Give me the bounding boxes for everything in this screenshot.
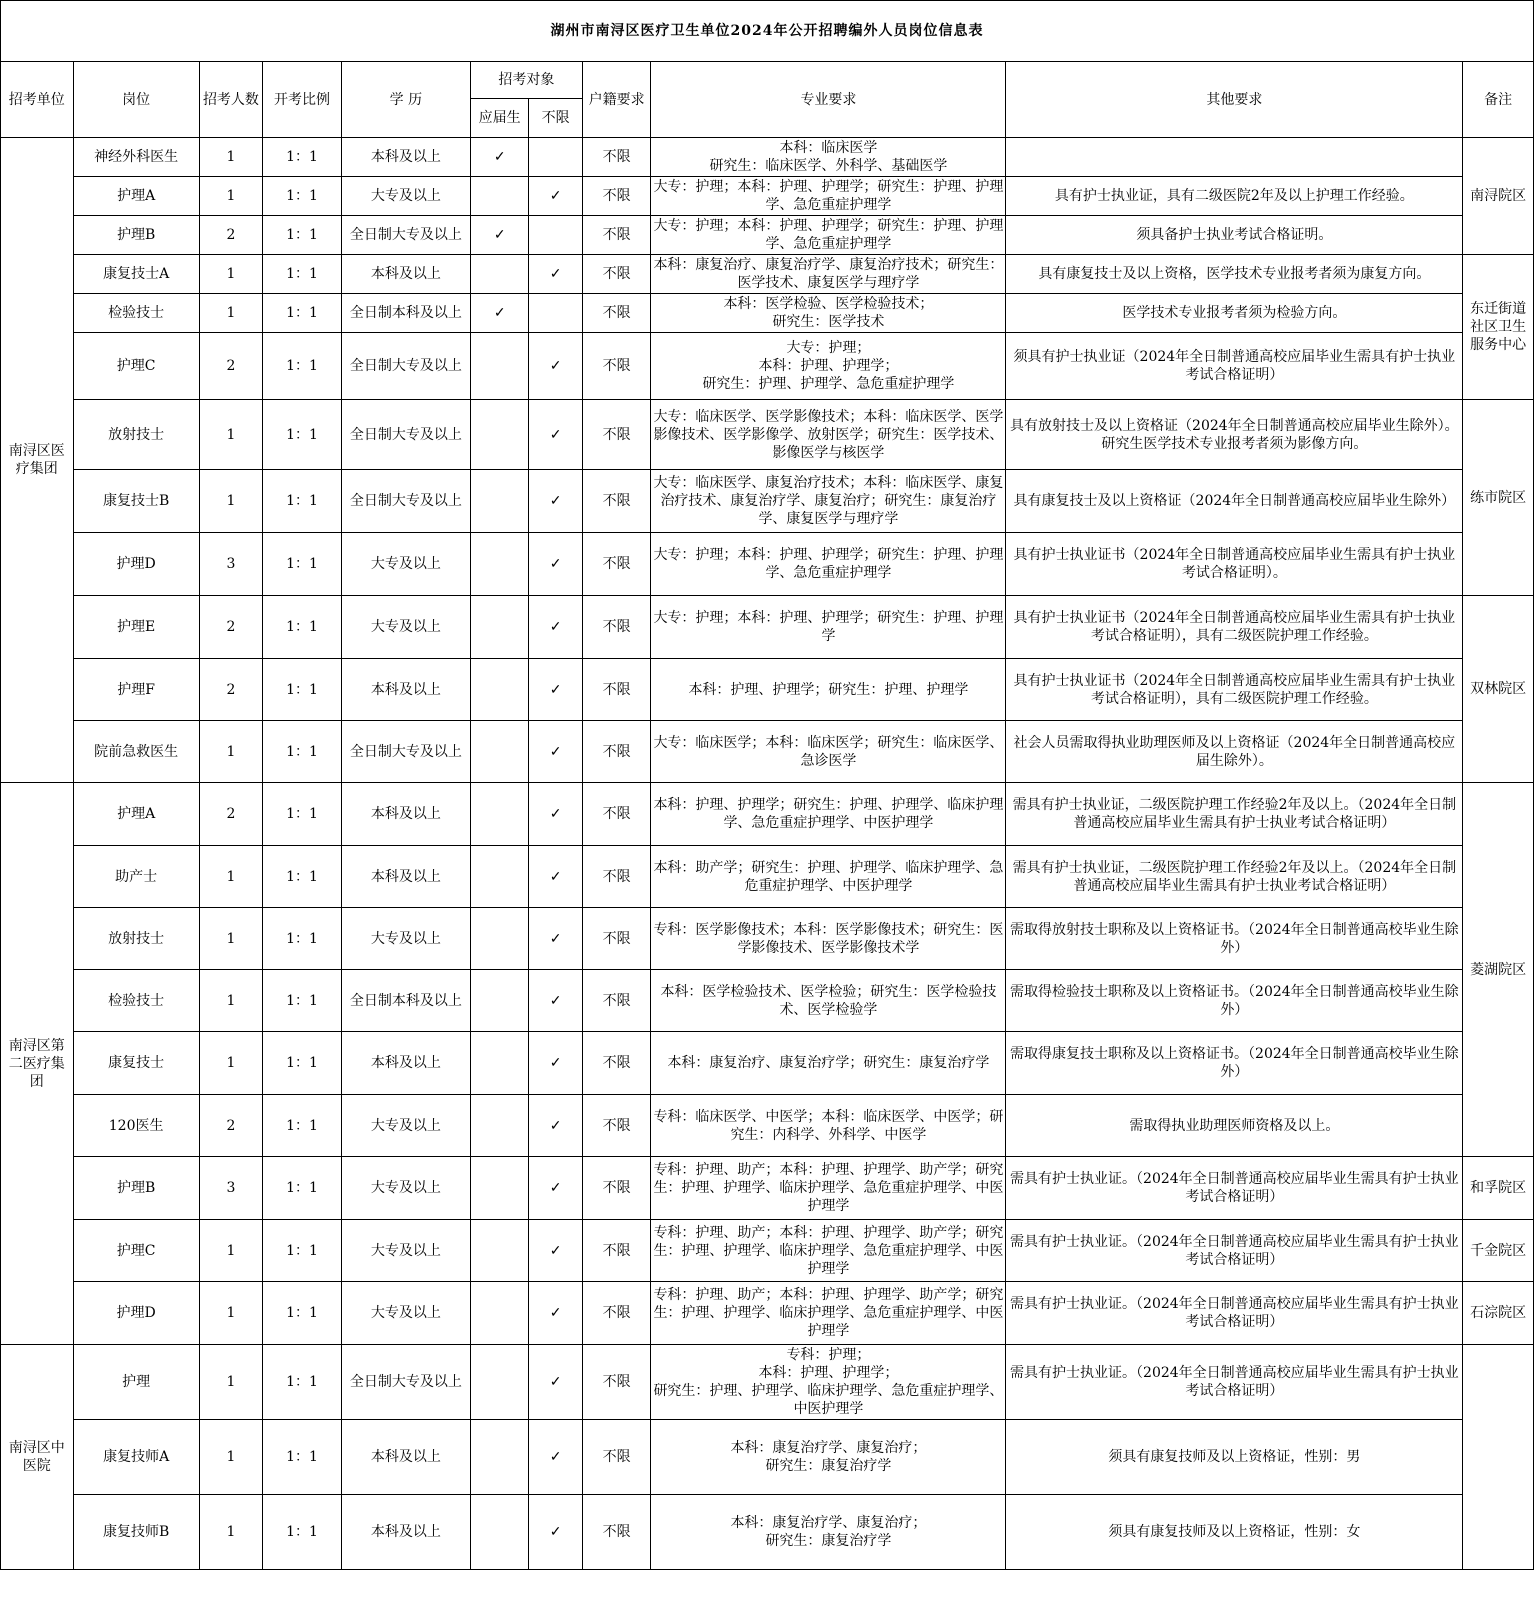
other-cell: 须具有康复技师及以上资格证，性别：女 [1006,1495,1463,1570]
note-cell: 练市院区 [1463,400,1534,596]
huji-cell: 不限 [582,783,651,846]
fresh-check-cell: ✓ [470,138,528,177]
other-cell: 需具有护士执业证，二级医院护理工作经验2年及以上。（2024年全日制普通高校应届毕业生需具有护士执业考试合格证明） [1006,846,1463,908]
huji-cell: 不限 [582,970,651,1032]
fresh-check-cell [470,908,528,970]
note-cell: 千金院区 [1463,1220,1534,1282]
any-check-cell [529,138,582,177]
ratio-cell: 1：1 [263,908,342,970]
header-edu: 学 历 [341,62,470,138]
any-check-cell: ✓ [529,1220,582,1282]
major-cell: 大专：护理；本科：护理、护理学；研究生：护理、护理学 [651,596,1006,659]
count-cell: 1 [199,1420,263,1495]
major-cell: 专科：护理、助产；本科：护理、护理学、助产学；研究生：护理、护理学、临床护理学、急危重症护理学、中医护理学 [651,1157,1006,1220]
count-cell: 1 [199,138,263,177]
other-cell: 具有康复技士及以上资格，医学技术专业报考者须为康复方向。 [1006,255,1463,294]
edu-cell: 本科及以上 [341,255,470,294]
any-check-cell: ✓ [529,721,582,783]
table-row [1,1420,1534,1495]
post-cell: 放射技士 [73,908,199,970]
major-cell: 大专：临床医学、康复治疗技术；本科：临床医学、康复治疗技术、康复治疗学、康复治疗；研究生：康复治疗学、康复医学与理疗学 [651,470,1006,533]
major-cell: 大专：临床医学、医学影像技术；本科：临床医学、医学影像技术、医学影像学、放射医学；研究生：医学技术、影像医学与核医学 [651,400,1006,470]
huji-cell: 不限 [582,908,651,970]
fresh-check-cell [470,846,528,908]
note-cell: 石淙院区 [1463,1282,1534,1345]
huji-cell: 不限 [582,177,651,216]
fresh-check-cell [470,1420,528,1495]
other-cell: 需取得执业助理医师资格及以上。 [1006,1095,1463,1157]
edu-cell: 本科及以上 [341,846,470,908]
fresh-check-cell [470,333,528,400]
ratio-cell: 1：1 [263,255,342,294]
table-row [1,721,1534,783]
count-cell: 1 [199,1345,263,1420]
table-row [1,255,1534,294]
count-cell: 2 [199,659,263,721]
any-check-cell: ✓ [529,1345,582,1420]
fresh-check-cell [470,596,528,659]
page-title: 湖州市南浔区医疗卫生单位2024年公开招聘编外人员岗位信息表 [1,1,1534,62]
other-cell: 具有护士执业证书（2024年全日制普通高校应届毕业生需具有护士执业考试合格证明），具有二级医院护理工作经验。 [1006,659,1463,721]
huji-cell: 不限 [582,255,651,294]
post-cell: 康复技士A [73,255,199,294]
any-check-cell: ✓ [529,846,582,908]
any-check-cell: ✓ [529,970,582,1032]
ratio-cell: 1：1 [263,1345,342,1420]
any-check-cell: ✓ [529,1095,582,1157]
major-cell: 本科：护理、护理学；研究生：护理、护理学、临床护理学、急危重症护理学、中医护理学 [651,783,1006,846]
other-cell: 须具有康复技师及以上资格证，性别：男 [1006,1420,1463,1495]
table-row [1,783,1534,846]
count-cell: 2 [199,596,263,659]
ratio-cell: 1：1 [263,970,342,1032]
header-any: 不限 [529,99,582,138]
header-target: 招考对象 [470,62,582,99]
edu-cell: 全日制大专及以上 [341,721,470,783]
table-row [1,533,1534,596]
huji-cell: 不限 [582,1220,651,1282]
unit-cell: 南浔区第二医疗集团 [1,783,74,1345]
edu-cell: 大专及以上 [341,908,470,970]
count-cell: 2 [199,1095,263,1157]
any-check-cell: ✓ [529,533,582,596]
fresh-check-cell: ✓ [470,216,528,255]
edu-cell: 本科及以上 [341,1032,470,1095]
ratio-cell: 1：1 [263,721,342,783]
table-row [1,470,1534,533]
edu-cell: 本科及以上 [341,659,470,721]
major-cell: 专科：护理、助产；本科：护理、护理学、助产学；研究生：护理、护理学、临床护理学、急危重症护理学、中医护理学 [651,1220,1006,1282]
table-row [1,970,1534,1032]
other-cell: 须具有护士执业证（2024年全日制普通高校应届毕业生需具有护士执业考试合格证明） [1006,333,1463,400]
huji-cell: 不限 [582,533,651,596]
count-cell: 3 [199,1157,263,1220]
count-cell: 1 [199,400,263,470]
count-cell: 1 [199,255,263,294]
edu-cell: 全日制大专及以上 [341,470,470,533]
count-cell: 2 [199,216,263,255]
any-check-cell: ✓ [529,333,582,400]
fresh-check-cell [470,400,528,470]
fresh-check-cell [470,1282,528,1345]
ratio-cell: 1：1 [263,533,342,596]
edu-cell: 全日制本科及以上 [341,294,470,333]
huji-cell: 不限 [582,721,651,783]
count-cell: 1 [199,908,263,970]
huji-cell: 不限 [582,1420,651,1495]
any-check-cell [529,216,582,255]
edu-cell: 全日制大专及以上 [341,333,470,400]
fresh-check-cell [470,470,528,533]
other-cell: 需取得检验技士职称及以上资格证书。（2024年全日制普通高校毕业生除外） [1006,970,1463,1032]
any-check-cell: ✓ [529,177,582,216]
note-cell: 南浔院区 [1463,138,1534,255]
post-cell: 康复技士B [73,470,199,533]
count-cell: 2 [199,783,263,846]
ratio-cell: 1：1 [263,1282,342,1345]
edu-cell: 大专及以上 [341,1157,470,1220]
ratio-cell: 1：1 [263,216,342,255]
post-cell: 护理F [73,659,199,721]
any-check-cell: ✓ [529,1420,582,1495]
table-row [1,1345,1534,1420]
header-note: 备注 [1463,62,1534,138]
huji-cell: 不限 [582,846,651,908]
count-cell: 1 [199,294,263,333]
post-cell: 检验技士 [73,970,199,1032]
post-cell: 护理D [73,533,199,596]
post-cell: 康复技师A [73,1420,199,1495]
edu-cell: 本科及以上 [341,1495,470,1570]
edu-cell: 大专及以上 [341,1220,470,1282]
other-cell: 需具有护士执业证。（2024年全日制普通高校应届毕业生需具有护士执业考试合格证明） [1006,1220,1463,1282]
count-cell: 1 [199,1495,263,1570]
any-check-cell: ✓ [529,400,582,470]
major-cell: 本科：康复治疗学、康复治疗； 研究生：康复治疗学 [651,1495,1006,1570]
any-check-cell: ✓ [529,596,582,659]
edu-cell: 大专及以上 [341,1282,470,1345]
table-row [1,1157,1534,1220]
any-check-cell: ✓ [529,1157,582,1220]
count-cell: 1 [199,1220,263,1282]
header-count: 招考人数 [199,62,263,138]
other-cell: 需具有护士执业证。（2024年全日制普通高校应届毕业生需具有护士执业考试合格证明） [1006,1282,1463,1345]
ratio-cell: 1：1 [263,596,342,659]
ratio-cell: 1：1 [263,783,342,846]
major-cell: 本科：临床医学 研究生：临床医学、外科学、基础医学 [651,138,1006,177]
fresh-check-cell [470,1095,528,1157]
unit-cell: 南浔区医疗集团 [1,138,74,783]
major-cell: 本科：护理、护理学；研究生：护理、护理学 [651,659,1006,721]
table-row [1,659,1534,721]
table-row [1,1282,1534,1345]
major-cell: 本科：助产学；研究生：护理、护理学、临床护理学、急危重症护理学、中医护理学 [651,846,1006,908]
table-row [1,400,1534,470]
post-cell: 放射技士 [73,400,199,470]
fresh-check-cell: ✓ [470,294,528,333]
other-cell: 社会人员需取得执业助理医师及以上资格证（2024年全日制普通高校应届生除外）。 [1006,721,1463,783]
count-cell: 2 [199,333,263,400]
huji-cell: 不限 [582,1282,651,1345]
table-row [1,216,1534,255]
any-check-cell: ✓ [529,783,582,846]
ratio-cell: 1：1 [263,470,342,533]
ratio-cell: 1：1 [263,1495,342,1570]
fresh-check-cell [470,1345,528,1420]
ratio-cell: 1：1 [263,294,342,333]
other-cell: 需具有护士执业证。（2024年全日制普通高校应届毕业生需具有护士执业考试合格证明） [1006,1345,1463,1420]
post-cell: 检验技士 [73,294,199,333]
other-cell: 具有护士执业证，具有二级医院2年及以上护理工作经验。 [1006,177,1463,216]
edu-cell: 本科及以上 [341,783,470,846]
ratio-cell: 1：1 [263,1220,342,1282]
other-cell: 具有护士执业证书（2024年全日制普通高校应届毕业生需具有护士执业考试合格证明）。 [1006,533,1463,596]
any-check-cell: ✓ [529,470,582,533]
fresh-check-cell [470,533,528,596]
ratio-cell: 1：1 [263,400,342,470]
fresh-check-cell [470,1220,528,1282]
count-cell: 1 [199,1032,263,1095]
header-post: 岗位 [73,62,199,138]
count-cell: 1 [199,846,263,908]
fresh-check-cell [470,970,528,1032]
table-row [1,1032,1534,1095]
ratio-cell: 1：1 [263,1095,342,1157]
edu-cell: 大专及以上 [341,177,470,216]
edu-cell: 大专及以上 [341,596,470,659]
any-check-cell: ✓ [529,659,582,721]
other-cell: 需具有护士执业证。（2024年全日制普通高校应届毕业生需具有护士执业考试合格证明） [1006,1157,1463,1220]
count-cell: 1 [199,970,263,1032]
fresh-check-cell [470,1032,528,1095]
fresh-check-cell [470,721,528,783]
note-cell [1463,1345,1534,1570]
huji-cell: 不限 [582,1095,651,1157]
unit-cell: 南浔区中医院 [1,1345,74,1570]
header-unit: 招考单位 [1,62,74,138]
ratio-cell: 1：1 [263,138,342,177]
any-check-cell: ✓ [529,908,582,970]
post-cell: 护理C [73,333,199,400]
note-cell: 菱湖院区 [1463,783,1534,1157]
table-row [1,1220,1534,1282]
major-cell: 本科：康复治疗学、康复治疗； 研究生：康复治疗学 [651,1420,1006,1495]
fresh-check-cell [470,659,528,721]
major-cell: 本科：医学检验技术、医学检验；研究生：医学检验技术、医学检验学 [651,970,1006,1032]
table-row [1,596,1534,659]
post-cell: 护理 [73,1345,199,1420]
fresh-check-cell [470,1157,528,1220]
table-row [1,294,1534,333]
count-cell: 1 [199,1282,263,1345]
table-row [1,177,1534,216]
major-cell: 专科：临床医学、中医学；本科：临床医学、中医学；研究生：内科学、外科学、中医学 [651,1095,1006,1157]
post-cell: 护理A [73,177,199,216]
huji-cell: 不限 [582,138,651,177]
table-row [1,333,1534,400]
fresh-check-cell [470,783,528,846]
edu-cell: 全日制大专及以上 [341,216,470,255]
ratio-cell: 1：1 [263,177,342,216]
huji-cell: 不限 [582,400,651,470]
post-cell: 护理B [73,216,199,255]
post-cell: 护理E [73,596,199,659]
header-fresh: 应届生 [470,99,528,138]
edu-cell: 全日制大专及以上 [341,1345,470,1420]
any-check-cell: ✓ [529,255,582,294]
other-cell: 具有康复技士及以上资格证（2024年全日制普通高校应届毕业生除外） [1006,470,1463,533]
edu-cell: 大专及以上 [341,533,470,596]
any-check-cell: ✓ [529,1495,582,1570]
major-cell: 专科：护理、助产；本科：护理、护理学、助产学；研究生：护理、护理学、临床护理学、急危重症护理学、中医护理学 [651,1282,1006,1345]
post-cell: 院前急救医生 [73,721,199,783]
ratio-cell: 1：1 [263,1157,342,1220]
edu-cell: 大专及以上 [341,1095,470,1157]
post-cell: 护理C [73,1220,199,1282]
post-cell: 护理A [73,783,199,846]
ratio-cell: 1：1 [263,846,342,908]
major-cell: 大专：护理；本科：护理、护理学；研究生：护理、护理学、急危重症护理学 [651,216,1006,255]
huji-cell: 不限 [582,216,651,255]
post-cell: 助产士 [73,846,199,908]
table-row [1,1095,1534,1157]
header-major: 专业要求 [651,62,1006,138]
note-cell: 双林院区 [1463,596,1534,783]
huji-cell: 不限 [582,333,651,400]
ratio-cell: 1：1 [263,659,342,721]
post-cell: 120医生 [73,1095,199,1157]
ratio-cell: 1：1 [263,333,342,400]
major-cell: 本科：康复治疗、康复治疗学、康复治疗技术；研究生：医学技术、康复医学与理疗学 [651,255,1006,294]
ratio-cell: 1：1 [263,1032,342,1095]
other-cell: 需具有护士执业证，二级医院护理工作经验2年及以上。（2024年全日制普通高校应届毕业生需具有护士执业考试合格证明） [1006,783,1463,846]
header-ratio: 开考比例 [263,62,342,138]
post-cell: 护理B [73,1157,199,1220]
any-check-cell [529,294,582,333]
other-cell: 具有放射技士及以上资格证（2024年全日制普通高校应届毕业生除外）。研究生医学技术专业报考者须为影像方向。 [1006,400,1463,470]
major-cell: 大专：护理；本科：护理、护理学；研究生：护理、护理学、急危重症护理学 [651,177,1006,216]
post-cell: 康复技师B [73,1495,199,1570]
count-cell: 1 [199,470,263,533]
post-cell: 神经外科医生 [73,138,199,177]
header-other: 其他要求 [1006,62,1463,138]
other-cell: 医学技术专业报考者须为检验方向。 [1006,294,1463,333]
huji-cell: 不限 [582,1345,651,1420]
other-cell [1006,138,1463,177]
fresh-check-cell [470,255,528,294]
post-cell: 康复技士 [73,1032,199,1095]
huji-cell: 不限 [582,1157,651,1220]
table-row [1,908,1534,970]
other-cell: 需取得康复技士职称及以上资格证书。（2024年全日制普通高校毕业生除外） [1006,1032,1463,1095]
note-cell: 东迁街道社区卫生服务中心 [1463,255,1534,400]
any-check-cell: ✓ [529,1282,582,1345]
count-cell: 1 [199,177,263,216]
other-cell: 须具备护士执业考试合格证明。 [1006,216,1463,255]
edu-cell: 全日制本科及以上 [341,970,470,1032]
major-cell: 专科：医学影像技术；本科：医学影像技术；研究生：医学影像技术、医学影像技术学 [651,908,1006,970]
header-huji: 户籍要求 [582,62,651,138]
major-cell: 大专：护理； 本科：护理、护理学； 研究生：护理、护理学、急危重症护理学 [651,333,1006,400]
huji-cell: 不限 [582,470,651,533]
major-cell: 大专：临床医学；本科：临床医学；研究生：临床医学、急诊医学 [651,721,1006,783]
edu-cell: 本科及以上 [341,1420,470,1495]
major-cell: 大专：护理；本科：护理、护理学；研究生：护理、护理学、急危重症护理学 [651,533,1006,596]
fresh-check-cell [470,177,528,216]
note-cell: 和孚院区 [1463,1157,1534,1220]
major-cell: 本科：康复治疗、康复治疗学；研究生：康复治疗学 [651,1032,1006,1095]
huji-cell: 不限 [582,1495,651,1570]
edu-cell: 本科及以上 [341,138,470,177]
major-cell: 本科：医学检验、医学检验技术； 研究生：医学技术 [651,294,1006,333]
huji-cell: 不限 [582,1032,651,1095]
edu-cell: 全日制大专及以上 [341,400,470,470]
other-cell: 具有护士执业证书（2024年全日制普通高校应届毕业生需具有护士执业考试合格证明），具有二级医院护理工作经验。 [1006,596,1463,659]
table-body [1,138,1534,1570]
any-check-cell: ✓ [529,1032,582,1095]
post-cell: 护理D [73,1282,199,1345]
huji-cell: 不限 [582,294,651,333]
table-row [1,1495,1534,1570]
other-cell: 需取得放射技士职称及以上资格证书。（2024年全日制普通高校毕业生除外） [1006,908,1463,970]
fresh-check-cell [470,1495,528,1570]
table-row [1,846,1534,908]
count-cell: 3 [199,533,263,596]
count-cell: 1 [199,721,263,783]
table-row [1,138,1534,177]
ratio-cell: 1：1 [263,1420,342,1495]
huji-cell: 不限 [582,659,651,721]
major-cell: 专科：护理； 本科：护理、护理学； 研究生：护理、护理学、临床护理学、急危重症护理学、中医护理学 [651,1345,1006,1420]
huji-cell: 不限 [582,596,651,659]
